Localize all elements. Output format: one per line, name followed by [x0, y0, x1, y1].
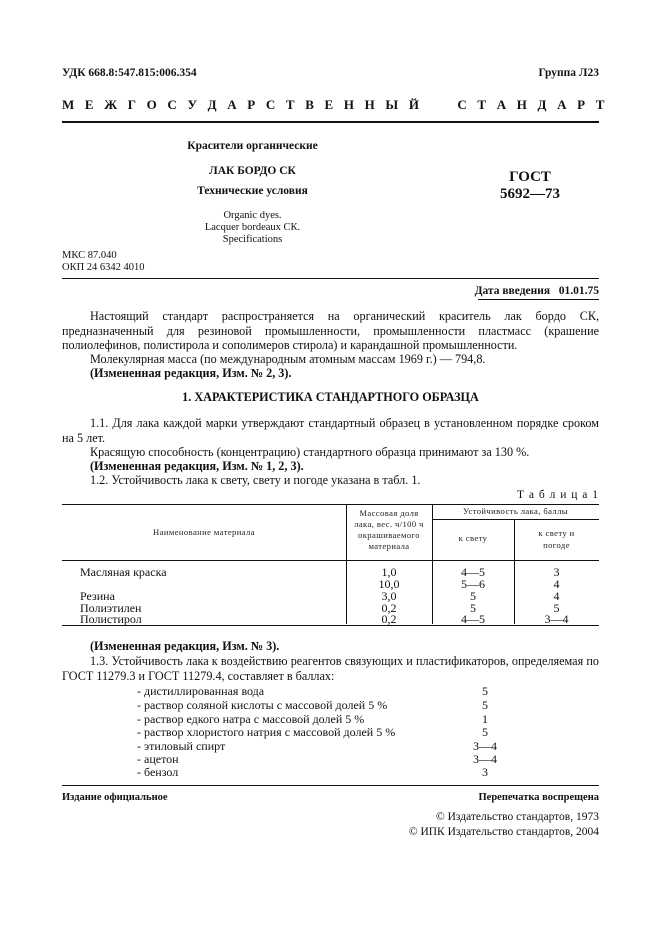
table-row-mass: 10,0: [378, 577, 400, 591]
section-1-2-paragraph: 1.2. Устойчивость лака к свету, свету и погоде указана в табл. 1.: [90, 473, 421, 487]
section-1-1-paragraph: 1.1. Для лака каждой марки утверждают стандартный образец в установленном порядке сроком на 5 лет.: [62, 416, 599, 445]
intro-paragraph: Настоящий стандарт распространяется на органический краситель лак бордо СК, предназначенный для резиновой промышленности, промышленности пластмасс (крашение полиолефинов, полистирола и сополимеров стирола) и карандашной промышленности.: [62, 309, 599, 352]
list-item: - дистиллированная вода: [137, 684, 265, 698]
english-title-line2: Lacquer bordeaux СК.: [204, 222, 301, 233]
table-top-border: [62, 504, 599, 505]
list-item-value: 3—4: [473, 739, 497, 753]
table-row-name: Масляная краска: [80, 565, 167, 579]
table-row-name: Полиэтилен: [80, 601, 142, 615]
gost-label: ГОСТ: [509, 169, 551, 185]
list-item: - ацетон: [137, 752, 179, 766]
table-1-caption: Т а б л и ц а 1: [516, 489, 599, 501]
product-name: ЛАК БОРДО СК: [209, 165, 296, 177]
table-row-name: Резина: [80, 589, 115, 603]
header-weather-line1: к свету и: [538, 528, 575, 538]
list-item: - раствор соляной кислоты с массовой долей 5 %: [137, 698, 388, 712]
copyright-1973: © Издательство стандартов, 1973: [435, 811, 599, 823]
group-code: Группа Л23: [538, 67, 599, 79]
table-header-bottom: [62, 560, 599, 561]
header-resistance: Устойчивость лака, баллы: [463, 506, 568, 516]
header-light: к свету: [458, 533, 488, 543]
header-mass-line1: Массовая доля: [359, 508, 419, 518]
section-1-heading: 1. ХАРАКТЕРИСТИКА СТАНДАРТНОГО ОБРАЗЦА: [182, 390, 479, 404]
header-mass-line4: материала: [368, 541, 410, 551]
molecular-mass-paragraph: Молекулярная масса (по международным атомным массам 1969 г.) — 794,8.: [90, 352, 486, 366]
list-item-value: 5: [482, 684, 488, 698]
table-row-mass: 1,0: [381, 565, 397, 579]
table-row-light: 4—5: [461, 612, 485, 626]
table-row-mass: 0,2: [381, 612, 397, 626]
standard-banner: М Е Ж Г О С У Д А Р С Т В Е Н Н Ы Й С Т А Н Д А Р Т: [62, 97, 609, 112]
date-underline: [478, 299, 599, 300]
table-row-weather: 3—4: [544, 612, 569, 626]
amendment-note-3: (Измененная редакция, Изм. № 3).: [90, 639, 280, 653]
table-row-light: 5—6: [461, 577, 485, 591]
codes-divider: [62, 278, 599, 279]
okp-code: ОКП 24 6342 4010: [62, 262, 145, 273]
mks-code: МКС 87.040: [62, 250, 117, 261]
table-row-weather: 4: [553, 577, 560, 591]
category-title: Красители органические: [187, 140, 318, 152]
header-mass-line2: лака, вес. ч/100 ч: [354, 519, 424, 529]
table-row-light: 4—5: [461, 565, 485, 579]
list-item: - бензол: [137, 765, 179, 779]
table-row-weather: 5: [553, 601, 560, 615]
footer-divider: [62, 785, 599, 786]
table-row-light: 5: [470, 601, 476, 615]
copyright-2004: © ИПК Издательство стандартов, 2004: [408, 826, 599, 838]
list-item-value: 5: [482, 725, 488, 739]
section-1-3-paragraph: 1.3. Устойчивость лака к воздействию реагентов связующих и пластификаторов, определяемая по ГОСТ 11279.3 и ГОСТ 11279.4, составляет в баллах:: [62, 654, 599, 683]
table-row-light: 5: [470, 589, 476, 603]
header-mass-line3: окрашиваемого: [358, 530, 420, 540]
list-item: - этиловый спирт: [137, 739, 226, 753]
english-title-line3: Specifications: [222, 234, 283, 245]
gost-number: 5692—73: [500, 186, 560, 202]
list-item: - раствор хлористого натрия с массовой долей 5 %: [137, 725, 396, 739]
header-weather-line2: погоде: [543, 540, 570, 550]
introduction-date: [475, 285, 599, 297]
table-subheader-line: [432, 519, 599, 520]
table-row-weather: 4: [553, 589, 560, 603]
introduction-date-label: Дата введения: [474, 285, 551, 297]
list-item: - раствор едкого натра с массовой долей 5 %: [137, 712, 365, 726]
table-row-weather: 3: [553, 565, 560, 579]
list-item-value: 3—4: [473, 752, 497, 766]
english-title-line1: Organic dyes.: [223, 210, 282, 221]
reprint-prohibited-label: Перепечатка воспрещена: [478, 792, 599, 803]
document-subtitle: Технические условия: [197, 185, 308, 197]
header-material-name: Наименование материала: [153, 527, 255, 537]
list-item-value: 3: [482, 765, 488, 779]
list-item-value: 5: [482, 698, 488, 712]
table-row-name: Полистирол: [80, 612, 142, 626]
amendment-note-1: (Измененная редакция, Изм. № 2, 3).: [90, 366, 292, 380]
introduction-date-value: 01.01.75: [558, 285, 599, 297]
list-item-value: 1: [482, 712, 488, 726]
official-edition-label: Издание официальное: [62, 792, 168, 803]
amendment-note-2: (Измененная редакция, Изм. № 1, 2, 3).: [90, 459, 304, 473]
banner-divider: [62, 121, 599, 123]
table-row-mass: 3,0: [381, 589, 397, 603]
table-row-mass: 0,2: [381, 601, 397, 615]
udk-code: УДК 668.8:547.815:006.354: [62, 67, 197, 79]
standard-strength-paragraph: Красящую способность (концентрацию) стандартного образца принимают за 130 %.: [90, 445, 530, 459]
